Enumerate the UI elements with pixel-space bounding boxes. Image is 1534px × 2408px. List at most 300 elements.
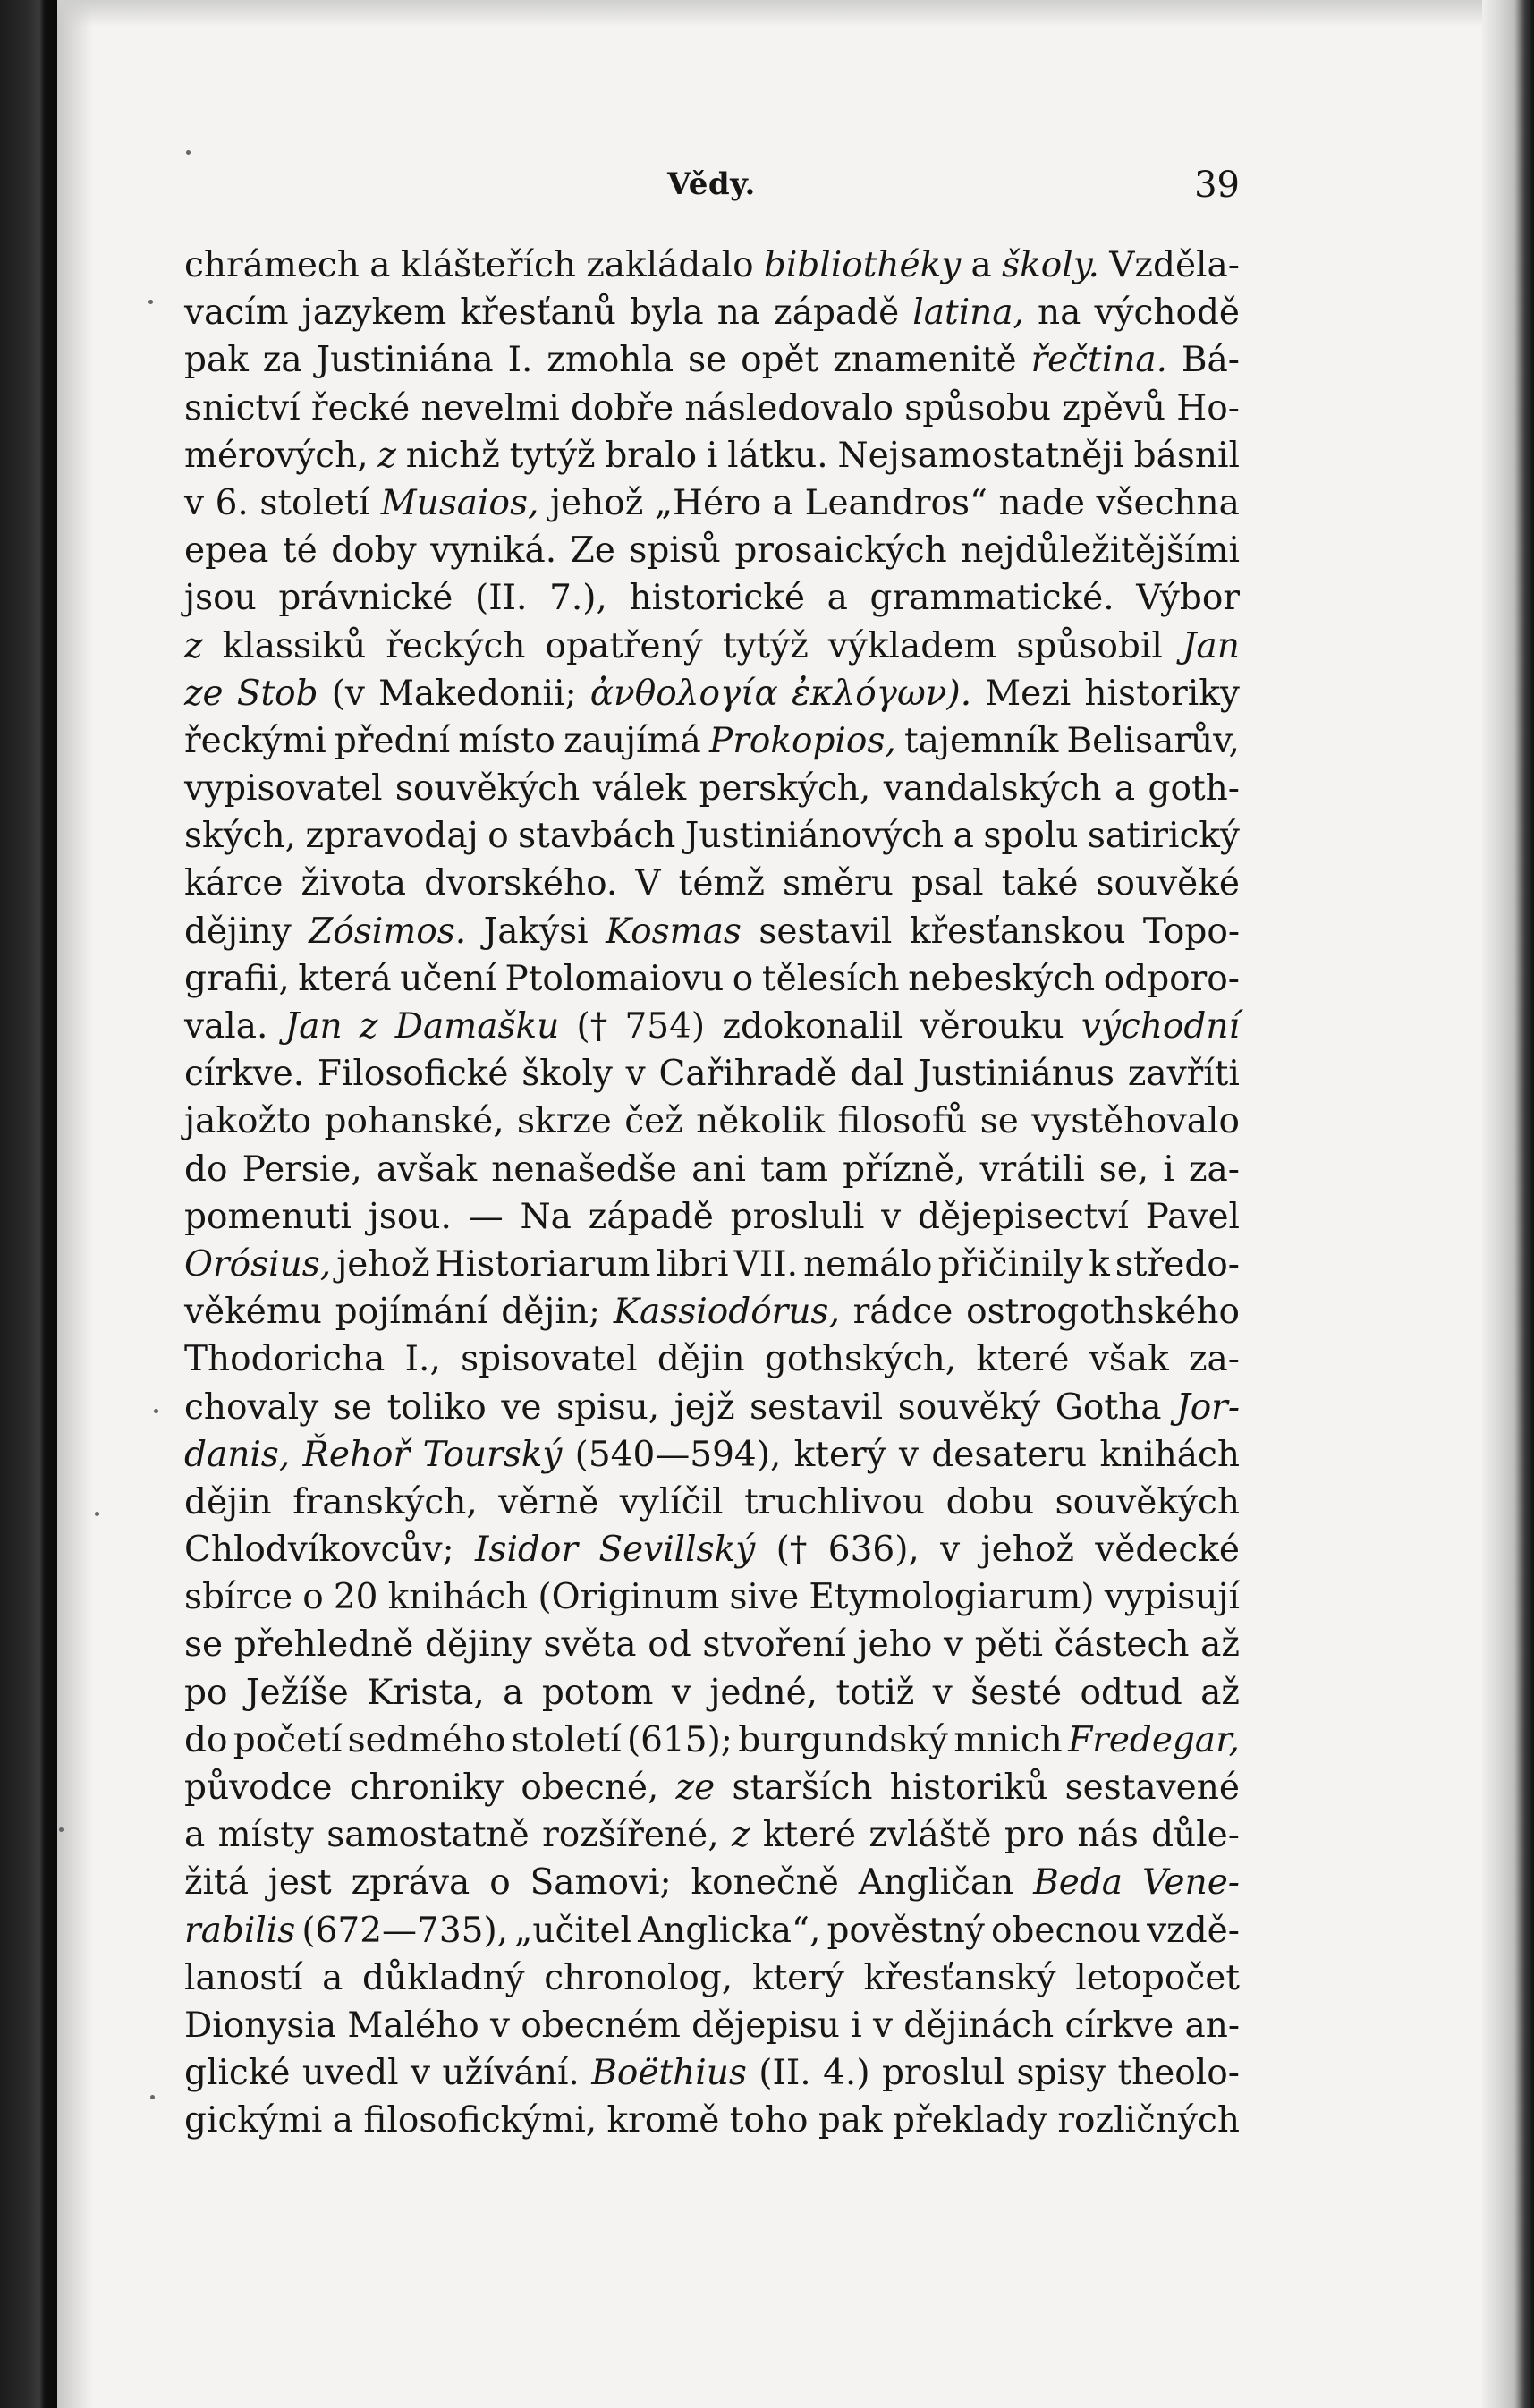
word: užívání. [442,2053,580,2094]
word: spůsobil [1016,625,1163,666]
word: bralo [605,435,698,476]
word: (II. [759,2053,811,2094]
scan-left-shadow [57,0,93,2408]
word: za- [1188,1149,1240,1190]
word: Historiarum [435,1243,651,1285]
word: goth- [1148,768,1240,810]
text-line [184,670,1240,717]
word: dějiny [425,1624,532,1666]
scan-left-border [0,0,57,2408]
word: za- [1188,1339,1240,1380]
text-line [184,908,1240,955]
word: klassiků [222,625,367,666]
word: obecné, [521,1768,659,1808]
word: místy [217,1815,314,1856]
word: západě [588,1196,714,1237]
word: věrouku [920,1006,1064,1047]
word: Belisarův, [1066,720,1240,761]
word: Leandros“ [804,482,987,523]
word: tytýž [722,625,809,666]
word: Persie, [242,1149,362,1190]
word: z [731,1815,750,1856]
word: psal [911,863,984,904]
word: se [333,1386,372,1428]
word: přičinily [937,1243,1084,1285]
word: snictví [184,387,301,428]
text-line [184,2097,1240,2144]
word: pomenuti [184,1196,352,1237]
scan-speck [95,1512,99,1516]
word: tytýž [509,435,596,476]
word: potom [541,1672,654,1713]
word: byla [629,293,704,334]
word: žitá [184,1862,249,1904]
word: nenašedše [491,1149,677,1190]
word: nichž [405,435,500,476]
word: stvoření [702,1624,846,1666]
word: kromě [606,2100,720,2141]
word: Nejsamostatněji [837,435,1124,476]
word: Jan [284,1006,343,1047]
word: toho [729,2100,809,2141]
word: vědecké [1095,1530,1240,1571]
word: které [976,1339,1070,1380]
word: 20 [333,1577,378,1618]
word: nade [998,482,1085,523]
scan-speck [154,1409,158,1413]
word: Řehoř [302,1434,411,1475]
word: Gotha [1055,1386,1162,1428]
word: Malého [347,2005,479,2046]
word: přední [334,720,451,761]
word: theolo- [1117,2053,1240,2094]
word: a [1114,768,1136,810]
word: života [301,863,407,904]
word: o [302,1577,324,1618]
word: spůsobu [904,387,1051,428]
word: v [944,1624,964,1666]
word: an- [1184,2005,1240,2046]
word: souvěkých [1055,1481,1240,1522]
word: a [826,578,848,619]
word: dvorského. [424,863,618,904]
word: Mezi [985,673,1072,714]
word: a [369,245,391,285]
word: témž [678,863,765,904]
word: dějinách [903,2005,1055,2046]
text-line [184,385,1240,432]
word: vala. [184,1006,268,1047]
word: 4.) [823,2053,870,2094]
word: řecké [310,387,411,428]
word: Makedonii; [378,673,577,714]
word: historiky [1084,673,1240,714]
word: Prokopios, [708,720,896,761]
word: Jakýsi [483,911,589,952]
word: gothských, [764,1339,957,1380]
word: souvěkých [394,768,581,810]
page-number: 39 [1194,165,1240,206]
word: spisy [1016,2053,1106,2094]
word: řeckých [386,625,526,666]
word: jazykem [301,293,447,334]
word: důkladný [362,1957,525,1998]
word: ze [184,673,224,714]
word: ani [691,1149,746,1190]
word: satirický [1087,816,1240,857]
word: výkladem [827,625,997,666]
text-line [184,1764,1240,1811]
word: Boëthius [591,2053,747,2094]
word: zvláště [869,1815,992,1856]
word: se [979,1101,1019,1142]
word: několik [696,1101,826,1142]
word: ze [675,1768,716,1808]
word: v [940,1530,961,1571]
word: jedné, [709,1672,818,1713]
word: za [262,340,302,381]
text-line [184,955,1240,1003]
word: na [1038,293,1081,334]
word: sbírce [184,1577,293,1618]
word: středo- [1114,1243,1240,1285]
word: z [359,1006,378,1047]
word: nejdůležitějšími [961,530,1240,572]
word: všechna [1096,482,1240,523]
word: z [184,625,203,666]
text-line [184,2002,1240,2049]
text-line [184,623,1240,670]
word: († [775,1530,808,1571]
word: dobu [945,1481,1035,1522]
word: se, [1098,1149,1149,1190]
word: válek [592,768,687,810]
word: a [322,1957,343,1998]
word: odtud [1080,1672,1182,1713]
word: epea [184,530,269,572]
word: Thodoricha [184,1339,386,1380]
word: mérových, [184,435,369,476]
word: proslul [881,2053,1005,2094]
text-line [184,479,1240,527]
text-line [184,717,1240,765]
word: skrze [516,1101,612,1142]
word: i [1163,1149,1174,1190]
word: „Héro [654,482,762,523]
word: o [487,816,509,857]
word: historické [629,578,805,619]
word: vyniká. [430,530,557,572]
word: zdokonalil [722,1006,903,1047]
word: grafii, [184,958,290,999]
word: a [184,1815,206,1856]
word: učení [400,958,496,999]
word: do [184,1719,228,1760]
word: důle- [1151,1815,1240,1856]
word: a [332,2100,354,2141]
word: bibliothéky [763,245,962,285]
text-line [184,1241,1240,1288]
word: Tourský [422,1434,563,1475]
word: Ptolomaiovu [504,958,725,999]
word: „učitel [514,1910,632,1951]
word: pojímání [335,1292,488,1333]
word: křesťanů [460,293,616,334]
word: v [625,1054,646,1095]
word: Anglicka“, [638,1910,821,1951]
word: 7.), [549,578,607,619]
word: dal [850,1054,905,1095]
word: jehož [336,1243,430,1285]
word: věrně [498,1481,599,1522]
body-text [184,242,1240,2145]
text-line [184,1954,1240,2002]
word: pohanské, [324,1101,504,1142]
word: vypisovatel [184,768,383,810]
word: opatřený [545,625,703,666]
word: spisu, [556,1386,660,1428]
word: sestavené [1064,1768,1240,1808]
word: obecném [521,2005,681,2046]
word: Kassiodórus, [613,1292,840,1333]
word: stavbách [518,816,676,857]
word: rádce [852,1292,953,1333]
word: totiž [835,1672,915,1713]
word: a [970,245,992,285]
scan-top-shadow [57,0,1482,27]
text-line [184,574,1240,622]
word: Krista, [367,1672,485,1713]
word: také [1001,863,1079,904]
word: VII. [733,1243,798,1285]
word: pěti [974,1624,1043,1666]
word: přehledně [233,1624,414,1666]
word: světa [543,1624,637,1666]
text-line [184,1717,1240,1764]
word: ἐκλόγων). [791,673,972,714]
word: prosluli [730,1196,865,1237]
word: tajemník [903,720,1059,761]
word: spolu [983,816,1079,857]
word: samostatně [326,1815,530,1856]
word: Dionysia [184,2005,337,2046]
word: grammatické. [869,578,1114,619]
word: v [872,2005,893,2046]
word: který [751,1957,844,1998]
word: v [184,482,205,523]
word: Justiniánových [684,816,945,857]
word: V [635,863,661,904]
word: franských, [292,1481,478,1522]
word: pro [1004,1815,1064,1856]
word: prosaických [734,530,947,572]
word: do [184,1149,228,1190]
word: jeho [857,1624,933,1666]
word: z [377,435,396,476]
word: školy [521,1054,613,1095]
word: (672—735), [301,1910,509,1951]
text-line [184,2049,1240,2097]
word: překlady [893,2100,1048,2141]
word: Filosofické [317,1054,509,1095]
text-line [184,1573,1240,1621]
word: jehož [980,1530,1074,1571]
text-line [184,1479,1240,1526]
word: Samovi; [530,1862,672,1904]
word: směru [783,863,894,904]
word: místo [458,720,555,761]
word: I., [404,1339,441,1380]
word: jakožto [184,1101,312,1142]
word: vzdě- [1147,1910,1240,1951]
word: církve [1064,2005,1174,2046]
running-head: Vědy. [667,166,756,202]
word: zpěvů [1062,387,1165,428]
word: čež [624,1101,683,1142]
word: k [1089,1243,1110,1285]
word: sive [729,1577,800,1618]
word: — [468,1196,504,1237]
word: (540—594), [574,1434,782,1475]
word: v [490,2005,511,2046]
word: po [184,1672,228,1713]
word: konečně [691,1862,839,1904]
scan-right-border [1482,0,1534,2408]
word: Pavel [1145,1196,1240,1237]
text-line [184,527,1240,574]
word: Ježíše [245,1672,349,1713]
word: spisů [629,530,721,572]
text-line [184,1526,1240,1573]
word: Zósimos. [309,911,467,952]
word: zavříti [1127,1054,1240,1095]
text-line [184,1859,1240,1906]
word: latina, [912,293,1024,334]
word: v [899,1434,920,1475]
word: od [648,1624,691,1666]
word: básnil [1133,435,1240,476]
word: Damašku [394,1006,560,1047]
word: následovalo [684,387,894,428]
word: a [772,482,794,523]
text-line [184,860,1240,907]
word: ských, [184,816,297,857]
word: jejž [674,1386,735,1428]
word: církve. [184,1054,305,1095]
word: Na [520,1196,572,1237]
word: přízně, [843,1149,966,1190]
text-line [184,1907,1240,1954]
word: spisovatel [461,1339,638,1380]
word: chroniky [349,1768,504,1808]
word: rozličných [1057,2100,1240,2141]
word: století [259,482,370,523]
word: zmohla [547,340,674,381]
word: východě [1094,293,1240,334]
word: souvěké [1096,863,1240,904]
word: tam [760,1149,829,1190]
word: Cařihradě [658,1054,837,1095]
word: odporo- [1103,958,1240,999]
word: Chlodvíkovcův; [184,1530,454,1571]
text-line [184,336,1240,384]
word: ἀνθολογία [589,673,778,714]
word: nemálo [803,1243,933,1285]
word: filosofů [837,1101,968,1142]
word: toliko [386,1386,487,1428]
word: o [489,1862,511,1904]
word: se [184,1624,224,1666]
word: dějepisu [691,2005,840,2046]
word: 754) [624,1006,706,1047]
word: který [793,1434,886,1475]
word: Jan [1182,625,1240,666]
word: věkému [184,1292,322,1333]
word: 6. [215,482,249,523]
scan-speck [150,2095,155,2099]
text-line [184,1003,1240,1050]
word: Jor- [1176,1386,1240,1428]
scan-speck [186,150,191,155]
word: starších [732,1768,873,1808]
word: (615); [626,1719,733,1760]
word: chovaly [184,1386,319,1428]
word: řeckými [184,720,326,761]
word: dějiny [184,911,292,952]
text-line [184,1669,1240,1717]
word: mnich [953,1719,1063,1760]
text-line [184,1288,1240,1335]
word: gickými [184,2100,323,2141]
word: chronolog, [544,1957,733,1998]
word: Etymologiarum) [809,1577,1095,1618]
word: Sevillský [598,1530,756,1571]
word: jehož [549,482,644,523]
word: a [503,1672,524,1713]
word: dějin; [501,1292,601,1333]
word: (II. [475,578,528,619]
word: jsou [184,578,257,619]
word: vystěhovalo [1031,1101,1240,1142]
word: glické [184,2053,291,2094]
word: v [932,1672,953,1713]
text-line [184,1098,1240,1145]
word: vylíčil [619,1481,724,1522]
scan-speck [148,300,153,304]
word: v [881,1196,902,1237]
text-line [184,1146,1240,1193]
word: rabilis [184,1910,296,1951]
word: nás [1077,1815,1139,1856]
word: Beda [1033,1862,1123,1904]
word: sestavil [759,911,893,952]
word: ve [501,1386,542,1428]
word: Fredegar, [1068,1719,1240,1760]
text-line [184,1431,1240,1479]
word: v [671,1672,691,1713]
word: Ho- [1176,387,1240,428]
word: se [688,340,727,381]
page-header [184,161,1240,215]
text-line [184,1335,1240,1383]
word: až [1200,1672,1240,1713]
word: Výbor [1136,578,1240,619]
word: dobře [570,387,674,428]
text-line [184,289,1240,336]
word: Musaios, [380,482,539,523]
word: Justiniána [316,340,494,381]
word: vandalských [883,768,1102,810]
